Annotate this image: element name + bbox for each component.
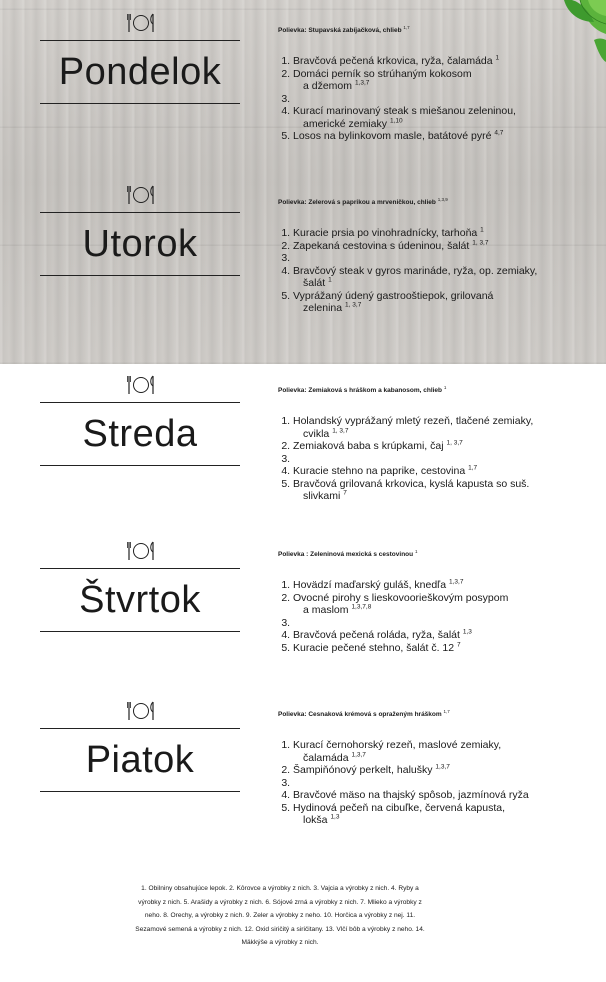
divider — [40, 275, 240, 276]
allergen-codes: 1, 3,7 — [345, 301, 362, 309]
allergen-codes: 1,3 — [462, 628, 472, 636]
soup-line: Polievka : Zeleninová mexická s cestovinou $^1$ — [278, 548, 418, 558]
allergen-codes: 1 — [480, 226, 484, 234]
allergen-line: Sezamové semená a výrobky z nich. 12. Oxid siričitý a siričitany. 13. Vlčí bôb a výrobky z neho. 14. — [135, 925, 425, 933]
cutlery-plate-icon — [40, 12, 240, 40]
allergen-codes: 1 — [495, 54, 500, 62]
meal-item: 2. Domáci perník so strúhaným kokosom a džemom $^{1,3,7}$ — [293, 68, 563, 93]
day-header — [40, 700, 240, 792]
soup-line: Polievka: Cesnaková krémová s opraženým hráškom $^{1,7}$ — [278, 708, 450, 718]
meal-item: 4. Kuracie stehno na paprike, cestovina $^{1,7}$ — [293, 465, 563, 478]
day-header — [40, 540, 240, 632]
meal-list — [278, 739, 563, 827]
meal-item: 5. Kuracie pečené stehno, šalát č. 12 $^7$ — [293, 642, 563, 655]
allergen-line: výrobky z nich. 5. Arašidy a výrobky z nich. 6. Sójové zrná a výrobky z nich. 7. Mlieko a výrobky z — [138, 898, 422, 906]
meal-item: 1. Kurací černohorský rezeň, maslové zemiaky, čalamáda $^{1,3,7}$ — [293, 739, 563, 764]
meal-item — [293, 252, 563, 265]
allergen-codes: 1, 3,7 — [472, 239, 489, 246]
allergen-codes: 1,7 — [468, 464, 478, 472]
meal-list — [278, 579, 563, 654]
cutlery-plate-icon — [40, 700, 240, 728]
day-name: Štvrtok — [79, 579, 201, 621]
soup-line: Polievka: Zemiaková s hráškom a kabanosom, chlieb $^1$ — [278, 384, 447, 394]
allergen-line: 1. Obilniny obsahujúce lepok. 2. Kôrovce a výrobky z nich. 3. Vajcia a výrobky z nich. 4. Ryby a — [141, 885, 419, 892]
meal-item: 1. Holandský vyprážaný mletý rezeň, tlačené zemiaky, cvikla $^{1, 3,7}$ — [293, 415, 563, 440]
day-name: Piatok — [85, 739, 195, 781]
meal-item: 1. Bravčová pečená krkovica, ryža, čalamáda $^1$ — [293, 55, 563, 68]
day-header — [40, 374, 240, 466]
meal-item: 5. Losos na bylinkovom masle, batátové pyré $^{4,7}$ — [293, 130, 563, 143]
allergen-legend — [100, 882, 460, 950]
meal-item: 4. Bravčový steak v gyros marináde, ryža, op. zemiaky, šalát $^1$ — [293, 265, 563, 290]
meal-item — [293, 777, 563, 790]
meal-item: 5. Vyprážaný údený gastrooštiepok, grilovaná zelenina $^{1, 3,7}$ — [293, 290, 563, 315]
cutlery-plate-icon — [40, 184, 240, 212]
allergen-line: neho. 8. Orechy, a výrobky z nich. 9. Zeler a výrobky z neho. 10. Horčica a výrobky z nej. 11. — [144, 912, 416, 919]
day-menu — [278, 386, 563, 503]
meal-item: 2. Šampiňónový perkelt, halušky $^{1,3,7}$ — [293, 764, 563, 777]
allergen-codes: 1,3 — [330, 813, 340, 821]
allergen-line: Mäkkýše a výrobky z nich. — [241, 939, 319, 946]
soup-line: Polievka: Stupavská zabíjačková, chlieb $^{1,7}$ — [278, 24, 410, 34]
meal-list — [278, 227, 563, 315]
cutlery-plate-icon — [40, 540, 240, 568]
allergen-codes: 1,3,7 — [354, 79, 370, 87]
day-menu — [278, 710, 563, 827]
meal-item — [293, 617, 563, 630]
allergen-codes: 1,3,7 — [351, 751, 366, 758]
allergen-codes: 7 — [343, 489, 347, 497]
day-header — [40, 184, 240, 276]
meal-item: 5. Hydinová pečeň na cibuľke, červená kapusta, lokša $^{1,3}$ — [293, 802, 563, 827]
allergen-codes: 1,3,7 — [449, 578, 464, 586]
cutlery-plate-icon — [40, 374, 240, 402]
allergen-codes: 1, 3,7 — [332, 427, 349, 434]
allergen-codes: 1 — [414, 548, 418, 554]
divider — [40, 791, 240, 792]
allergen-codes: 1,3,7 — [435, 763, 450, 771]
divider — [40, 631, 240, 632]
day-name: Streda — [82, 413, 198, 455]
meal-list — [278, 415, 563, 503]
meal-item: 5. Bravčová grilovaná krkovica, kyslá kapusta so suš. slivkami $^7$ — [293, 478, 563, 503]
meal-item — [293, 93, 563, 106]
allergen-codes: 1 — [443, 384, 447, 390]
meal-item: 2. Zapekaná cestovina s údeninou, šalát $^{1, 3,7}$ — [293, 240, 563, 253]
allergen-codes: 1,7 — [403, 24, 410, 30]
day-menu — [278, 26, 563, 143]
meal-item: 2. Zemiaková baba s krúpkami, čaj $^{1, 3,7}$ — [293, 440, 563, 453]
meal-list — [278, 55, 563, 143]
day-name: Pondelok — [58, 51, 222, 93]
day-menu — [278, 550, 563, 654]
day-header — [40, 12, 240, 104]
allergen-codes: 7 — [457, 641, 461, 648]
day-menu — [278, 198, 563, 315]
allergen-codes: 1,3,7,8 — [351, 603, 372, 611]
allergen-codes: 1,3,9 — [437, 196, 448, 202]
meal-item: 1. Kuracie prsia po vinohradnícky, tarhoňa $^1$ — [293, 227, 563, 240]
allergen-codes: 4,7 — [494, 129, 504, 137]
meal-item: 1. Hovädzí maďarský guláš, knedľa $^{1,3,7}$ — [293, 579, 563, 592]
allergen-codes: 1,7 — [443, 708, 450, 714]
meal-item: 4. Bravčové mäso na thajský spôsob, jazmínová ryža — [293, 789, 563, 802]
allergen-codes: 1 — [328, 276, 332, 284]
soup-line: Polievka: Zelerová s paprikou a mrveničkou, chlieb $^{1,3,9}$ — [278, 196, 448, 206]
day-name: Utorok — [82, 223, 198, 265]
meal-item: 4. Kurací marinovaný steak s miešanou zeleninou, americké zemiaky $^{1,10}$ — [293, 105, 563, 130]
allergen-codes: 1, 3,7 — [446, 439, 463, 447]
allergen-codes: 1,10 — [389, 117, 403, 124]
divider — [40, 465, 240, 466]
meal-item: 4. Bravčová pečená roláda, ryža, šalát $^{1,3}$ — [293, 629, 563, 642]
divider — [40, 103, 240, 104]
meal-item: 2. Ovocné pirohy s lieskovoorieškovým posypom a maslom $^{1,3,7,8}$ — [293, 592, 563, 617]
meal-item — [293, 453, 563, 466]
